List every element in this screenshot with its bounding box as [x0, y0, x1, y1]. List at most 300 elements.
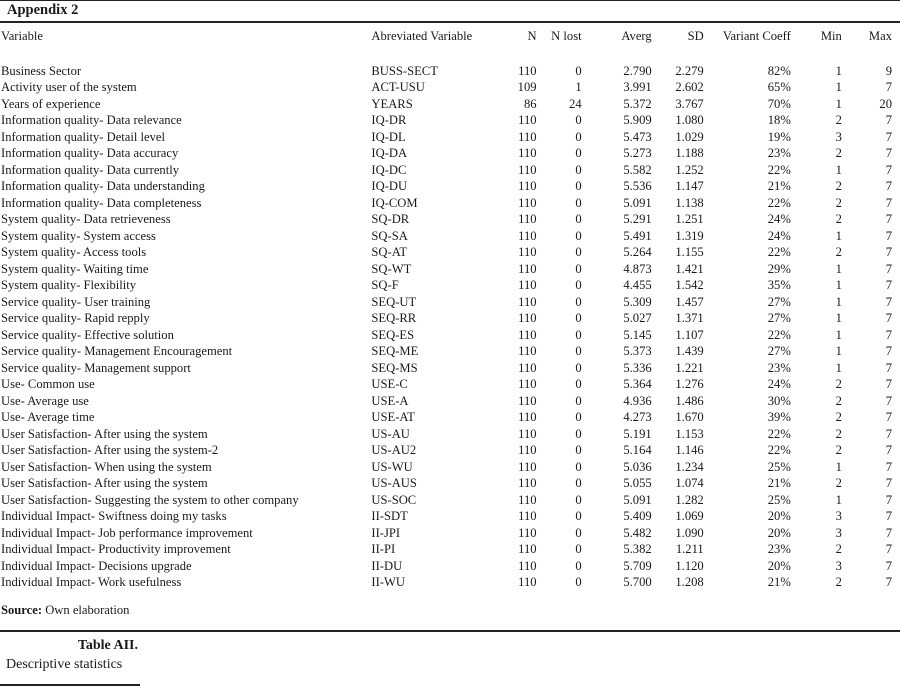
source-note	[1, 601, 129, 619]
cell-average: 5.164	[623, 443, 652, 457]
cell-variable: User Satisfaction- Suggesting the system to other company	[1, 492, 299, 507]
cell-max: 7	[885, 212, 892, 226]
cell-variable: Business Sector	[1, 63, 82, 78]
cell-n: 110	[518, 261, 537, 276]
cell-n: 110	[518, 377, 537, 391]
cell-max: 7	[885, 360, 892, 375]
cell-variant-coeff: 24%	[767, 228, 791, 243]
cell-n-lost: 0	[575, 245, 582, 259]
cell-sd: 1.251	[675, 212, 704, 226]
cell-variable: Individual Impact- Productivity improvement	[1, 542, 231, 556]
cell-sd: 2.279	[675, 63, 704, 78]
cell-n-lost: 0	[575, 179, 582, 193]
cell-average: 5.409	[623, 509, 652, 523]
cell-n-lost: 0	[575, 162, 582, 177]
cell-sd: 1.029	[675, 129, 704, 144]
cell-average: 5.036	[623, 459, 652, 474]
cell-min: 1	[835, 162, 842, 177]
cell-n: 110	[518, 294, 537, 309]
cell-sd: 1.188	[675, 146, 704, 160]
cell-n-lost: 0	[575, 113, 582, 127]
table-row	[0, 541, 900, 558]
cell-average: 4.873	[623, 261, 652, 276]
cell-variant-coeff: 25%	[767, 459, 791, 474]
cell-variant-coeff: 22%	[767, 327, 791, 342]
cell-sd: 2.602	[675, 80, 704, 94]
table-row	[0, 195, 900, 212]
cell-variant-coeff: 22%	[767, 162, 791, 177]
table-row	[0, 574, 900, 591]
cell-sd: 1.211	[675, 542, 704, 556]
col-header-variant-coeff: Variant Coeff	[722, 29, 791, 43]
cell-max: 9	[885, 63, 892, 78]
bottom-rule	[0, 630, 900, 632]
col-header-sd: SD	[687, 29, 704, 43]
cell-variant-coeff: 82%	[767, 63, 791, 78]
cell-variant-coeff: 22%	[767, 426, 791, 441]
cell-variable: Information quality- Data completeness	[1, 195, 202, 210]
cell-max: 7	[885, 509, 892, 523]
cell-max: 7	[885, 80, 892, 94]
cell-abbreviation: SQ-DR	[371, 212, 410, 226]
table-row	[0, 376, 900, 393]
table-number: Table AII.	[77, 638, 138, 653]
cell-variant-coeff: 18%	[767, 113, 791, 127]
table-row	[0, 178, 900, 195]
cell-sd: 1.221	[675, 360, 704, 375]
top-rule	[0, 0, 900, 1]
cell-abbreviation: II-JPI	[371, 525, 401, 540]
cell-min: 1	[835, 228, 842, 243]
cell-abbreviation: USE-AT	[371, 410, 415, 424]
cell-variable: Activity user of the system	[1, 80, 137, 94]
cell-min: 1	[835, 327, 842, 342]
cell-abbreviation: ACT-USU	[371, 80, 425, 94]
cell-n: 110	[518, 228, 537, 243]
cell-min: 1	[835, 294, 842, 309]
cell-n-lost: 0	[575, 426, 582, 441]
cell-average: 5.273	[623, 146, 652, 160]
cell-average: 3.991	[623, 80, 652, 94]
cell-max: 7	[885, 245, 892, 259]
cell-abbreviation: IQ-DA	[371, 146, 408, 160]
cell-abbreviation: SQ-SA	[371, 228, 408, 243]
cell-n: 109	[517, 80, 537, 94]
cell-variable: Information quality- Data relevance	[1, 113, 182, 127]
cell-min: 1	[835, 492, 842, 507]
cell-n-lost: 0	[575, 558, 582, 573]
table-row	[0, 459, 900, 476]
table-row	[0, 145, 900, 162]
cell-average: 5.473	[623, 129, 652, 144]
cell-min: 2	[835, 245, 842, 259]
table-row	[0, 525, 900, 542]
cell-average: 5.091	[623, 492, 652, 507]
col-header-min: Min	[820, 29, 842, 43]
descriptive-statistics-table	[0, 27, 900, 591]
cell-n: 110	[518, 476, 537, 490]
cell-n-lost: 0	[575, 278, 582, 292]
caption-rule	[0, 684, 140, 686]
col-header-n-lost: N lost	[551, 29, 582, 43]
cell-abbreviation: IQ-DL	[371, 129, 406, 144]
cell-n: 110	[518, 245, 537, 259]
cell-abbreviation: SEQ-UT	[371, 294, 417, 309]
cell-variable: Individual Impact- Work usefulness	[1, 575, 182, 589]
cell-abbreviation: US-AU	[371, 426, 410, 441]
table-row	[0, 261, 900, 278]
cell-min: 1	[835, 360, 842, 375]
cell-variant-coeff: 22%	[767, 195, 791, 210]
cell-sd: 1.252	[675, 162, 704, 177]
cell-variable: Service quality- User training	[1, 294, 151, 309]
cell-n: 110	[518, 575, 537, 589]
cell-sd: 3.767	[675, 96, 704, 111]
cell-sd: 1.457	[675, 294, 704, 309]
cell-variant-coeff: 24%	[767, 377, 791, 391]
cell-variant-coeff: 23%	[767, 146, 791, 160]
cell-n-lost: 0	[575, 542, 582, 556]
cell-variable: Individual Impact- Decisions upgrade	[1, 558, 192, 573]
cell-average: 5.145	[623, 327, 652, 342]
cell-max: 7	[885, 146, 892, 160]
cell-average: 5.700	[623, 575, 652, 589]
cell-variable: System quality- Access tools	[1, 245, 147, 259]
table-row	[0, 442, 900, 459]
cell-variable: Information quality- Data currently	[1, 162, 179, 177]
cell-n-lost: 0	[575, 327, 582, 342]
cell-variant-coeff: 21%	[767, 476, 791, 490]
cell-variant-coeff: 29%	[767, 261, 791, 276]
cell-max: 7	[885, 575, 892, 589]
cell-n: 110	[518, 278, 537, 292]
cell-sd: 1.282	[675, 492, 704, 507]
cell-average: 2.790	[623, 63, 652, 78]
cell-sd: 1.486	[675, 393, 704, 408]
cell-min: 1	[835, 261, 842, 276]
cell-min: 1	[835, 80, 842, 94]
cell-sd: 1.319	[675, 228, 704, 243]
cell-variant-coeff: 21%	[767, 179, 791, 193]
cell-min: 2	[835, 542, 842, 556]
cell-n-lost: 0	[575, 228, 582, 243]
cell-sd: 1.276	[675, 377, 704, 391]
table-row	[0, 79, 900, 96]
cell-abbreviation: II-DU	[371, 558, 403, 573]
cell-min: 2	[835, 179, 842, 193]
cell-variable: Service quality- Management support	[1, 360, 191, 375]
cell-variable: System quality- Data retrieveness	[1, 212, 171, 226]
cell-n: 110	[518, 558, 537, 573]
cell-abbreviation: II-PI	[371, 542, 396, 556]
cell-max: 7	[885, 377, 892, 391]
cell-max: 7	[885, 476, 892, 490]
cell-min: 2	[835, 426, 842, 441]
cell-min: 2	[835, 410, 842, 424]
cell-max: 7	[885, 492, 892, 507]
cell-n: 110	[518, 492, 537, 507]
cell-min: 2	[835, 377, 842, 391]
cell-n: 110	[518, 459, 537, 474]
col-header-n: N	[527, 29, 537, 43]
cell-min: 2	[835, 393, 842, 408]
cell-variant-coeff: 25%	[767, 492, 791, 507]
table-row	[0, 211, 900, 228]
table-row	[0, 360, 900, 377]
cell-sd: 1.439	[675, 344, 704, 358]
header-row	[0, 27, 900, 46]
cell-variable: System quality- System access	[1, 228, 156, 243]
cell-average: 5.364	[623, 377, 652, 391]
cell-abbreviation: IQ-DU	[371, 179, 408, 193]
table-row	[0, 129, 900, 146]
cell-average: 4.273	[623, 410, 652, 424]
cell-max: 20	[879, 96, 892, 111]
cell-variable: Use- Common use	[1, 377, 95, 391]
cell-n-lost: 0	[575, 476, 582, 490]
cell-variant-coeff: 27%	[767, 311, 791, 325]
cell-variant-coeff: 20%	[767, 558, 791, 573]
col-header-max: Max	[868, 29, 892, 43]
cell-average: 5.091	[623, 195, 652, 210]
cell-max: 7	[885, 195, 892, 210]
cell-average: 5.191	[623, 426, 652, 441]
cell-abbreviation: IQ-COM	[371, 195, 418, 210]
cell-min: 1	[835, 96, 842, 111]
cell-average: 5.709	[623, 558, 652, 573]
cell-n-lost: 0	[575, 63, 582, 78]
cell-n-lost: 0	[575, 525, 582, 540]
cell-n: 110	[518, 509, 537, 523]
cell-variable: Service quality- Rapid repply	[1, 311, 150, 325]
cell-n: 110	[518, 212, 537, 226]
cell-n-lost: 0	[575, 311, 582, 325]
cell-sd: 1.371	[675, 311, 704, 325]
cell-average: 5.582	[623, 162, 652, 177]
cell-min: 1	[835, 311, 842, 325]
cell-max: 7	[885, 459, 892, 474]
cell-variant-coeff: 27%	[767, 344, 791, 358]
cell-sd: 1.120	[675, 558, 704, 573]
cell-n-lost: 24	[569, 96, 582, 111]
cell-variant-coeff: 30%	[767, 393, 791, 408]
cell-min: 3	[835, 509, 842, 523]
cell-variant-coeff: 23%	[767, 360, 791, 375]
cell-average: 5.264	[623, 245, 652, 259]
cell-average: 5.382	[623, 542, 652, 556]
cell-max: 7	[885, 558, 892, 573]
table-row	[0, 492, 900, 509]
cell-abbreviation: SEQ-ES	[371, 327, 415, 342]
cell-n: 110	[518, 443, 537, 457]
cell-max: 7	[885, 311, 892, 325]
cell-max: 7	[885, 542, 892, 556]
cell-n-lost: 0	[575, 261, 582, 276]
cell-abbreviation: US-SOC	[371, 492, 417, 507]
cell-sd: 1.155	[675, 245, 704, 259]
cell-min: 1	[835, 459, 842, 474]
appendix-title: Appendix 2	[7, 2, 79, 18]
cell-n: 110	[518, 311, 537, 325]
cell-sd: 1.234	[675, 459, 704, 474]
cell-sd: 1.153	[675, 426, 704, 441]
cell-n-lost: 0	[575, 129, 582, 144]
table-caption	[0, 637, 140, 675]
cell-n: 110	[518, 179, 537, 193]
cell-n: 110	[518, 426, 537, 441]
table-row	[0, 228, 900, 245]
cell-n: 110	[518, 410, 537, 424]
cell-average: 5.336	[623, 360, 652, 375]
cell-n: 110	[518, 113, 537, 127]
cell-n-lost: 0	[575, 410, 582, 424]
table-row	[0, 393, 900, 410]
cell-average: 5.055	[623, 476, 652, 490]
col-header-abbreviated: Abreviated Variable	[371, 29, 473, 43]
cell-variable: User Satisfaction- After using the system	[1, 426, 208, 441]
cell-average: 5.309	[623, 294, 652, 309]
cell-variant-coeff: 27%	[767, 294, 791, 309]
cell-variable: Individual Impact- Swiftness doing my tasks	[1, 509, 227, 523]
table-row	[0, 409, 900, 426]
cell-n-lost: 0	[575, 377, 582, 391]
cell-abbreviation: US-WU	[371, 459, 413, 474]
cell-variable: System quality- Flexibility	[1, 278, 137, 292]
cell-max: 7	[885, 261, 892, 276]
table-row	[0, 162, 900, 179]
cell-n: 110	[518, 146, 537, 160]
cell-abbreviation: US-AU2	[371, 443, 417, 457]
cell-min: 3	[835, 558, 842, 573]
cell-min: 3	[835, 525, 842, 540]
cell-variable: Years of experience	[1, 96, 101, 111]
cell-n: 110	[518, 344, 537, 358]
cell-n-lost: 0	[575, 195, 582, 210]
cell-max: 7	[885, 294, 892, 309]
cell-min: 2	[835, 575, 842, 589]
header-spacer	[0, 46, 900, 63]
table-row	[0, 508, 900, 525]
cell-n: 110	[518, 63, 537, 78]
cell-n: 110	[518, 327, 537, 342]
cell-sd: 1.146	[675, 443, 704, 457]
cell-variable: Information quality- Data understanding	[1, 179, 205, 193]
cell-average: 4.936	[623, 393, 652, 408]
table-row	[0, 112, 900, 129]
cell-variable: Information quality- Detail level	[1, 129, 166, 144]
cell-n-lost: 0	[575, 146, 582, 160]
cell-abbreviation: SQ-F	[371, 278, 399, 292]
cell-min: 2	[835, 212, 842, 226]
cell-n-lost: 1	[575, 80, 582, 94]
cell-min: 1	[835, 278, 842, 292]
cell-n-lost: 0	[575, 575, 582, 589]
cell-abbreviation: SEQ-ME	[371, 344, 419, 358]
source-label: Source:	[1, 603, 43, 617]
cell-n: 110	[518, 525, 537, 540]
cell-abbreviation: US-AUS	[371, 476, 417, 490]
table-row	[0, 343, 900, 360]
cell-variable: Service quality- Effective solution	[1, 327, 174, 342]
cell-max: 7	[885, 410, 892, 424]
cell-n-lost: 0	[575, 492, 582, 507]
cell-min: 1	[835, 344, 842, 358]
cell-n-lost: 0	[575, 212, 582, 226]
cell-abbreviation: USE-A	[371, 393, 409, 408]
cell-sd: 1.670	[675, 410, 704, 424]
cell-n-lost: 0	[575, 360, 582, 375]
table-row	[0, 96, 900, 113]
cell-n: 86	[523, 96, 537, 111]
table-row	[0, 277, 900, 294]
table-body	[0, 46, 900, 591]
cell-max: 7	[885, 443, 892, 457]
cell-variable: Information quality- Data accuracy	[1, 146, 179, 160]
cell-variant-coeff: 21%	[767, 575, 791, 589]
table-row	[0, 426, 900, 443]
cell-variant-coeff: 23%	[767, 542, 791, 556]
cell-sd: 1.107	[675, 327, 704, 342]
cell-variant-coeff: 65%	[767, 80, 791, 94]
cell-variable: User Satisfaction- After using the system	[1, 476, 208, 490]
cell-max: 7	[885, 278, 892, 292]
cell-abbreviation: IQ-DC	[371, 162, 407, 177]
cell-min: 2	[835, 113, 842, 127]
col-header-average: Averg	[621, 29, 652, 43]
cell-sd: 1.080	[675, 113, 704, 127]
cell-abbreviation: II-WU	[371, 575, 405, 589]
cell-variant-coeff: 22%	[767, 443, 791, 457]
source-text: Own elaboration	[42, 603, 130, 617]
cell-n: 110	[518, 195, 537, 210]
table-row	[0, 294, 900, 311]
cell-min: 2	[835, 476, 842, 490]
cell-average: 5.291	[623, 212, 652, 226]
cell-variant-coeff: 20%	[767, 525, 791, 540]
cell-abbreviation: SQ-WT	[371, 261, 412, 276]
cell-variant-coeff: 19%	[767, 129, 791, 144]
cell-sd: 1.147	[675, 179, 704, 193]
table-row	[0, 327, 900, 344]
cell-variable: Individual Impact- Job performance improvement	[1, 525, 253, 540]
cell-variant-coeff: 39%	[767, 410, 791, 424]
cell-average: 5.482	[623, 525, 652, 540]
cell-abbreviation: SQ-AT	[371, 245, 408, 259]
cell-variant-coeff: 20%	[767, 509, 791, 523]
table-title: Descriptive statistics	[6, 657, 123, 672]
cell-n-lost: 0	[575, 344, 582, 358]
cell-abbreviation: USE-C	[371, 377, 408, 391]
cell-max: 7	[885, 228, 892, 243]
cell-min: 2	[835, 195, 842, 210]
cell-n-lost: 0	[575, 443, 582, 457]
cell-sd: 1.542	[675, 278, 704, 292]
cell-min: 2	[835, 146, 842, 160]
cell-average: 5.027	[623, 311, 652, 325]
col-header-variable: Variable	[1, 29, 43, 43]
cell-max: 7	[885, 344, 892, 358]
cell-n: 110	[518, 162, 537, 177]
cell-abbreviation: IQ-DR	[371, 113, 407, 127]
table-row	[0, 63, 900, 80]
cell-n: 110	[518, 542, 537, 556]
cell-variant-coeff: 24%	[767, 212, 791, 226]
table-row	[0, 558, 900, 575]
cell-min: 3	[835, 129, 842, 144]
table-row	[0, 475, 900, 492]
cell-variable: Use- Average time	[1, 410, 95, 424]
cell-min: 1	[835, 63, 842, 78]
